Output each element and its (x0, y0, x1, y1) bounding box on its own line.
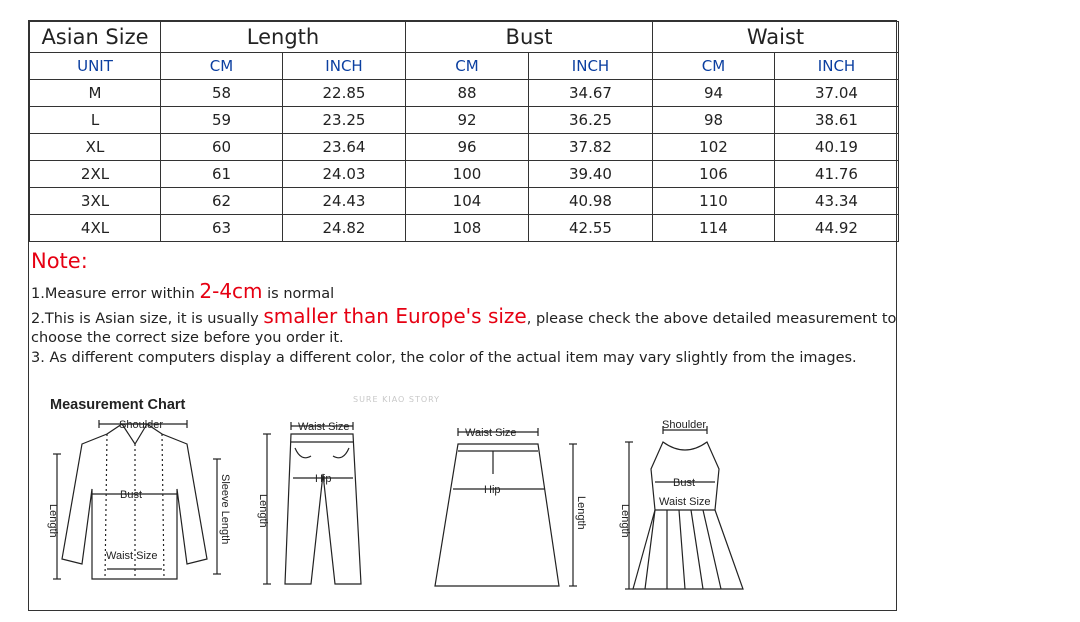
unit-cell: CM (161, 53, 283, 80)
size-chart-frame (28, 20, 897, 611)
table-cell: 62 (161, 188, 283, 215)
table-cell: 40.19 (775, 134, 899, 161)
table-cell: 41.76 (775, 161, 899, 188)
waist-size-label: Waist Size (465, 427, 517, 439)
table-cell: 61 (161, 161, 283, 188)
pants-diagram (253, 414, 373, 594)
table-cell: 60 (161, 134, 283, 161)
note-highlight: 2-4cm (199, 279, 263, 303)
unit-cell: CM (406, 53, 529, 80)
unit-cell: CM (653, 53, 775, 80)
hip-label: Hip (484, 484, 501, 496)
unit-cell: INCH (283, 53, 406, 80)
table-cell: 92 (406, 107, 529, 134)
waist-size-label: Waist Size (298, 421, 350, 433)
table-cell: 94 (653, 80, 775, 107)
table-cell: 24.43 (283, 188, 406, 215)
bust-label: Bust (120, 489, 143, 501)
table-cell: 44.92 (775, 215, 899, 242)
header-waist: Waist (653, 22, 899, 53)
note-text: 2.This is Asian size, it is usually (31, 311, 264, 327)
length-label: Length (575, 496, 587, 530)
length-label: Length (47, 504, 59, 538)
shoulder-label: Shoulder (119, 419, 164, 431)
header-length: Length (161, 22, 406, 53)
table-cell: 42.55 (529, 215, 653, 242)
table-cell: 23.25 (283, 107, 406, 134)
table-cell: 106 (653, 161, 775, 188)
table-cell: 37.82 (529, 134, 653, 161)
length-label: Length (257, 494, 269, 528)
size-cell: L (30, 107, 161, 134)
unit-cell: UNIT (30, 53, 161, 80)
table-cell: 100 (406, 161, 529, 188)
table-cell: 37.04 (775, 80, 899, 107)
note-line-2 (31, 306, 896, 330)
shoulder-label: Shoulder (662, 419, 707, 431)
unit-row (30, 53, 899, 80)
unit-cell: INCH (529, 53, 653, 80)
sleeve-length-label: Sleeve Length (219, 474, 231, 545)
size-cell: M (30, 80, 161, 107)
table-cell: 114 (653, 215, 775, 242)
table-cell: 36.25 (529, 107, 653, 134)
table-cell: 59 (161, 107, 283, 134)
waist-size-label: Waist Size (659, 496, 711, 508)
table-cell: 88 (406, 80, 529, 107)
note-line-1 (31, 279, 334, 303)
size-cell: 2XL (30, 161, 161, 188)
table-row (30, 80, 899, 107)
table-row (30, 134, 899, 161)
shirt-diagram (47, 414, 237, 594)
table-row (30, 161, 899, 188)
table-cell: 24.82 (283, 215, 406, 242)
table-cell: 39.40 (529, 161, 653, 188)
skirt-diagram (423, 414, 593, 594)
header-bust: Bust (406, 22, 653, 53)
note-title: Note: (31, 249, 88, 273)
table-cell: 96 (406, 134, 529, 161)
note-text: 1.Measure error within (31, 286, 200, 302)
note-text: , please check the above detailed measurement to (526, 311, 897, 327)
waist-size-label: Waist Size (106, 550, 158, 562)
table-header-row (30, 22, 899, 53)
header-asian-size: Asian Size (30, 22, 161, 53)
note-highlight: smaller than Europe's size (263, 304, 527, 328)
table-row (30, 215, 899, 242)
table-cell: 98 (653, 107, 775, 134)
table-cell: 38.61 (775, 107, 899, 134)
table-cell: 63 (161, 215, 283, 242)
unit-cell: INCH (775, 53, 899, 80)
table-cell: 40.98 (529, 188, 653, 215)
measurement-chart-title: Measurement Chart (50, 397, 186, 413)
table-cell: 108 (406, 215, 529, 242)
dress-diagram (615, 414, 765, 604)
length-label: Length (619, 504, 631, 538)
hip-label: Hip (315, 473, 332, 485)
size-cell: XL (30, 134, 161, 161)
watermark: SURE KIAO STORY (353, 395, 441, 404)
table-cell: 22.85 (283, 80, 406, 107)
table-cell: 58 (161, 80, 283, 107)
note-text: is normal (262, 286, 335, 302)
table-cell: 34.67 (529, 80, 653, 107)
note-line-3: 3. As different computers display a different color, the color of the actual item may vary slightly from the images. (31, 350, 857, 366)
table-cell: 43.34 (775, 188, 899, 215)
note-line-2-continued: choose the correct size before you order it. (31, 330, 344, 346)
size-table (29, 21, 899, 242)
size-cell: 3XL (30, 188, 161, 215)
table-cell: 110 (653, 188, 775, 215)
table-cell: 23.64 (283, 134, 406, 161)
table-row (30, 188, 899, 215)
table-cell: 24.03 (283, 161, 406, 188)
table-cell: 104 (406, 188, 529, 215)
size-cell: 4XL (30, 215, 161, 242)
table-cell: 102 (653, 134, 775, 161)
table-row (30, 107, 899, 134)
bust-label: Bust (673, 477, 696, 489)
